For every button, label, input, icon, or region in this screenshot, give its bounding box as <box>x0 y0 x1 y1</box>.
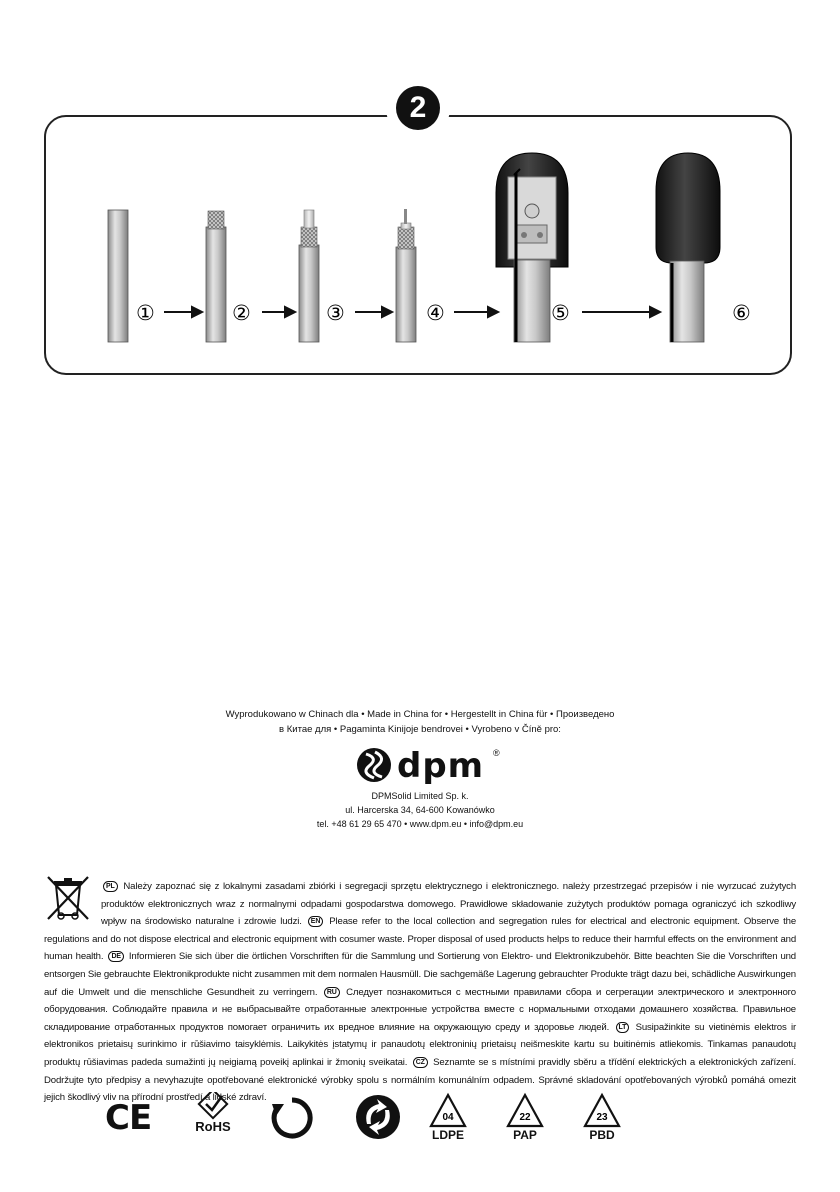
registered-mark: ® <box>493 748 500 758</box>
recycling-triangle-icon <box>428 1092 468 1130</box>
lang-pl-tag: PL <box>103 881 118 892</box>
lang-ru-tag: RU <box>324 987 340 998</box>
disposal-cz: Seznamte se s místními pravidly sběru a třídění elektrických a elektronických zařízení. Dodržujte tyto předpisy a nevyhazujte opotřebované elektronické výrobky spolu s normálním komunálním odpadem. Správné skladování opotřebovaných výrobků pomáhá omezit jejich škodlivý vliv na přírodní prostředí a lidské zdraví. <box>44 1056 797 1104</box>
recycling-triangle-icon <box>505 1092 545 1130</box>
disposal-instructions <box>44 878 796 1107</box>
dpm-logo <box>355 746 505 786</box>
company-address <box>270 789 570 831</box>
disposal-pl: Należy zapoznać się z lokalnymi zasadami zbiórki i segregacji sprzętu elektrycznego i elektronicznego. należy przestrzegać przepisów i nie wyrzucać zużytych produktów elektronicznych wraz z normalnymi odpadami gospodarstwa domowego. Prawidłowe składowanie zużytych produktów pomaga ograniczyć ich szkodliwy wpływ na środowisko naturalne i zdrowie ludzi. <box>101 881 797 928</box>
ldpe-recycling-mark: 04 LDPE <box>428 1092 468 1144</box>
lang-de-tag: DE <box>108 951 123 962</box>
certification-marks <box>0 1092 840 1144</box>
disposal-ru: Следует познакомиться с местными правилами сбора и сегрегации электрического и электронного оборудования. Соблюдайте правила и не выбрасывайте отработанные электронные устройства вместе с нормальными отходами домашнего хозяйства. Правильное складирование отработанных продуктов помогает ограничить их вредное влияние на окружающую среду и здоровье людей. <box>44 986 796 1033</box>
step-label-4: ④ <box>426 301 445 325</box>
step-label-3: ③ <box>326 301 345 325</box>
disposal-en: Please refer to the local collection and segregation rules for electrical and electronic equipment. Observe the regulations and do not dispose electrical and electronic equipment with cosumer waste. Proper disposal of used products helps to reduce their harmful effects on the environment and human health. <box>44 916 797 963</box>
recycling-loop-icon <box>270 1096 314 1140</box>
rohs-mark: RoHS <box>190 1092 236 1140</box>
made-in-notice <box>200 707 640 737</box>
company-name: DPMSolid Limited Sp. k. <box>371 791 469 801</box>
lang-cz-tag: CZ <box>413 1057 428 1068</box>
green-dot-icon <box>355 1094 401 1140</box>
cable-step-6 <box>656 153 720 342</box>
ce-mark-icon: CE <box>105 1098 152 1138</box>
rohs-check-icon <box>190 1092 236 1120</box>
pbd-recycling-mark: 23 PBD <box>582 1092 622 1144</box>
cable-step-2 <box>206 211 226 342</box>
step-label-6: ⑥ <box>732 301 751 325</box>
cable-step-1 <box>108 210 128 342</box>
lang-en-tag: EN <box>308 916 323 927</box>
cable-preparation-diagram <box>44 115 792 375</box>
svg-text:23: 23 <box>596 1112 608 1123</box>
dpm-flame-icon <box>357 748 391 782</box>
dpm-wordmark: dpm <box>397 746 485 786</box>
step-label-2: ② <box>232 301 251 325</box>
disposal-lt: Susipažinkite su vietinėmis elektros ir elektronikos prietaisų surinkimo ir rūšiavimo taisyklėmis. Laikykitės įstatymų ir panaudotų elektroninių prietaisų neišmeskite kartu su buitinėmis atliekomis. Tinkamas panaudotų produktų rūšiavimas padeda sumažinti jų neigiamą poveikį aplinkai ir žmonių sveikatai. <box>44 1021 797 1068</box>
cable-step-3 <box>299 210 319 342</box>
step-label-5: ⑤ <box>551 301 570 325</box>
pap-recycling-mark: 22 PAP <box>505 1092 545 1144</box>
svg-text:04: 04 <box>442 1112 454 1123</box>
lang-lt-tag: LT <box>616 1022 630 1033</box>
step-label-1: ① <box>136 301 155 325</box>
company-street: ul. Harcerska 34, 64-600 Kowanówko <box>345 805 495 815</box>
made-in-line-2: в Китае для • Pagaminta Kinijoje bendrovei • Vyrobeno v Číně pro: <box>279 724 561 735</box>
company-contact: tel. +48 61 29 65 470 • www.dpm.eu • info@dpm.eu <box>316 819 524 829</box>
made-in-line-1: Wyprodukowano w Chinach dla • Made in China for • Hergestellt in China für • Произведено <box>225 709 615 720</box>
step-number-badge: 2 <box>396 86 440 130</box>
cable-step-4 <box>396 209 416 342</box>
recycling-triangle-icon <box>582 1092 622 1130</box>
svg-text:22: 22 <box>519 1112 531 1123</box>
disposal-de: Informieren Sie sich über die örtlichen Vorschriften für die Sammlung und Sortierung von Elektro- und Elektronikzubehör. Bitte beachten Sie die Vorschriften und entsorgen Sie gebrauchte Elektronikprodukte nicht zusammen mit dem normalen Hausmüll. Die sachgemäße Lagerung gebrauchter Produkte trägt dazu bei, schädliche Auswirkungen auf die Umwelt und die menschliche Gesundheit zu verringern. <box>44 951 796 998</box>
